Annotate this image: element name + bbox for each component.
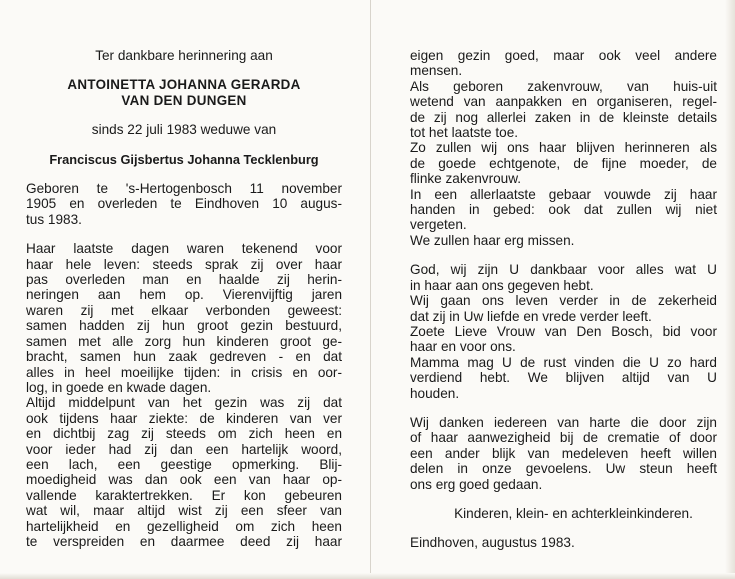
text-line: Als geboren zakenvrouw, van huis-uit xyxy=(410,78,717,94)
text-line: Mamma mag U de rust vinden die U zo hard xyxy=(410,354,717,370)
text-line: te verspreiden en daarmee deed zij haar xyxy=(26,533,342,549)
text-line: in haar aan ons gegeven hebt. xyxy=(410,277,594,293)
text-line: waren zij met elkaar verbonden geweest: xyxy=(26,302,342,318)
deceased-name-line2: VAN DEN DUNGEN xyxy=(121,92,247,108)
text-line: en dichtbij zag zij steeds om zich heen en xyxy=(26,426,342,442)
text-line: Haar laatste dagen waren tekenend voor xyxy=(26,241,342,257)
text-line: ons erg goed gedaan. xyxy=(410,476,543,492)
fold-line xyxy=(370,0,371,579)
deceased-name-line1: ANTOINETTA JOHANNA GERARDA xyxy=(67,77,301,93)
text-line: hartelijkheid en gezelligheid om zich heen xyxy=(26,518,342,534)
text-line: We zullen haar erg missen. xyxy=(410,232,575,248)
card-edge-right xyxy=(725,0,735,579)
family-signature: Kinderen, klein- en achterkleinkinderen. xyxy=(454,505,693,521)
text-line: In een allerlaatste gebaar vouwde zij haar xyxy=(410,186,717,202)
intro-text: Ter dankbare herinnering aan xyxy=(95,48,273,63)
right-page xyxy=(410,48,717,551)
text-line: ook tijdens haar ziekte: de kinderen van ver xyxy=(26,410,342,426)
text-line: bracht, samen hun zaak gedreven - en dat xyxy=(26,349,342,365)
text-line: dat zij in Uw liefde en vrede verder leeft. xyxy=(410,308,652,324)
place-date: Eindhoven, augustus 1983. xyxy=(410,535,575,551)
text-line: vallende karaktertrekken. Er kon gebeuren xyxy=(26,487,342,503)
prayer-paragraph-1 xyxy=(410,262,717,293)
text-line: of haar aanwezigheid bij de crematie of door xyxy=(410,430,717,446)
text-line: de zij nog allerlei zaken in de kleinste details xyxy=(410,109,717,125)
card-edge-bottom xyxy=(0,573,735,579)
remember-paragraph xyxy=(410,140,717,186)
text-line: wat wil, maar altijd wist zij een sfeer van xyxy=(26,503,342,519)
text-line: eigen gezin goed, maar ook veel andere xyxy=(410,48,717,63)
text-line: Wij gaan ons leven verder in de zekerheid xyxy=(410,293,717,309)
text-line: moedigheid was dan ook een van haar op- xyxy=(26,472,342,488)
text-line: neringen aan hem op. Vierenvijftig jaren xyxy=(26,287,342,303)
text-line: de goede echtgenote, de fijne moeder, de xyxy=(410,155,717,171)
text-line: Geboren te 's-Hertogenbosch 11 november xyxy=(26,181,342,197)
birth-paragraph xyxy=(26,181,342,227)
text-line: samen met alle zorg hun kinderen groot ge- xyxy=(26,333,342,349)
text-line: Zoete Lieve Vrouw van Den Bosch, bid voor xyxy=(410,323,717,339)
text-line: vergeten. xyxy=(410,217,467,233)
text-line: houden. xyxy=(410,385,460,401)
text-line: verdiend hebt. We blijven altijd van U xyxy=(410,370,717,386)
left-page xyxy=(26,48,342,549)
text-line: mensen. xyxy=(410,63,463,79)
text-line: alles in heel moeilijke tijden: in crisis en oor- xyxy=(26,364,342,380)
thanks-paragraph xyxy=(410,415,717,492)
text-line: samen hadden zij hun groot gezin bestuurd, xyxy=(26,318,342,334)
continuation-paragraph xyxy=(410,48,717,79)
miss-paragraph xyxy=(410,233,717,248)
since-text: sinds 22 juli 1983 weduwe van xyxy=(91,122,277,138)
text-line: log, in goede en kwade dagen. xyxy=(26,379,212,395)
text-line: Zo zullen wij ons haar blijven herinneren als xyxy=(410,140,717,156)
text-line: Wij danken iedereen van harte die door zijn xyxy=(410,414,717,430)
text-line: tot het laatste toe. xyxy=(410,125,519,141)
text-line: God, wij zijn U dankbaar voor alles wat U xyxy=(410,262,717,278)
text-line: Altijd middelpunt van het gezin was zij dat xyxy=(26,395,342,411)
prayer-paragraph-3 xyxy=(410,324,717,355)
businesswoman-paragraph xyxy=(410,79,717,141)
text-line: haar en voor ons. xyxy=(410,339,516,355)
text-line: voor ieder had zij dan een hartelijk woord, xyxy=(26,441,342,457)
prayer-paragraph-4 xyxy=(410,355,717,401)
text-line: delen in onze gevoelens. Uw steun heeft xyxy=(410,461,717,477)
text-line: 1905 en overleden te Eindhoven 10 augus- xyxy=(26,196,342,212)
family-paragraph xyxy=(26,395,342,549)
text-line: handen in gebed: ook dat zullen wij niet xyxy=(410,202,717,218)
text-line: flinke zakenvrouw. xyxy=(410,171,522,187)
life-paragraph xyxy=(26,241,342,395)
text-line: wetend van aanpakken en organiseren, regel- xyxy=(410,94,717,110)
text-line: pas overleden man en haalde zij herin- xyxy=(26,272,342,288)
text-line: een ander blijk van medeleven heeft willen xyxy=(410,445,717,461)
gesture-paragraph xyxy=(410,187,717,233)
text-line: haar hele leven: steeds sprak zij over haar xyxy=(26,256,342,272)
text-line: een lach, een geestige opmerking. Blij- xyxy=(26,456,342,472)
husband-name: Franciscus Gijsbertus Johanna Tecklenburg xyxy=(49,151,319,167)
prayer-paragraph-2 xyxy=(410,293,717,324)
text-line: tus 1983. xyxy=(26,211,82,227)
